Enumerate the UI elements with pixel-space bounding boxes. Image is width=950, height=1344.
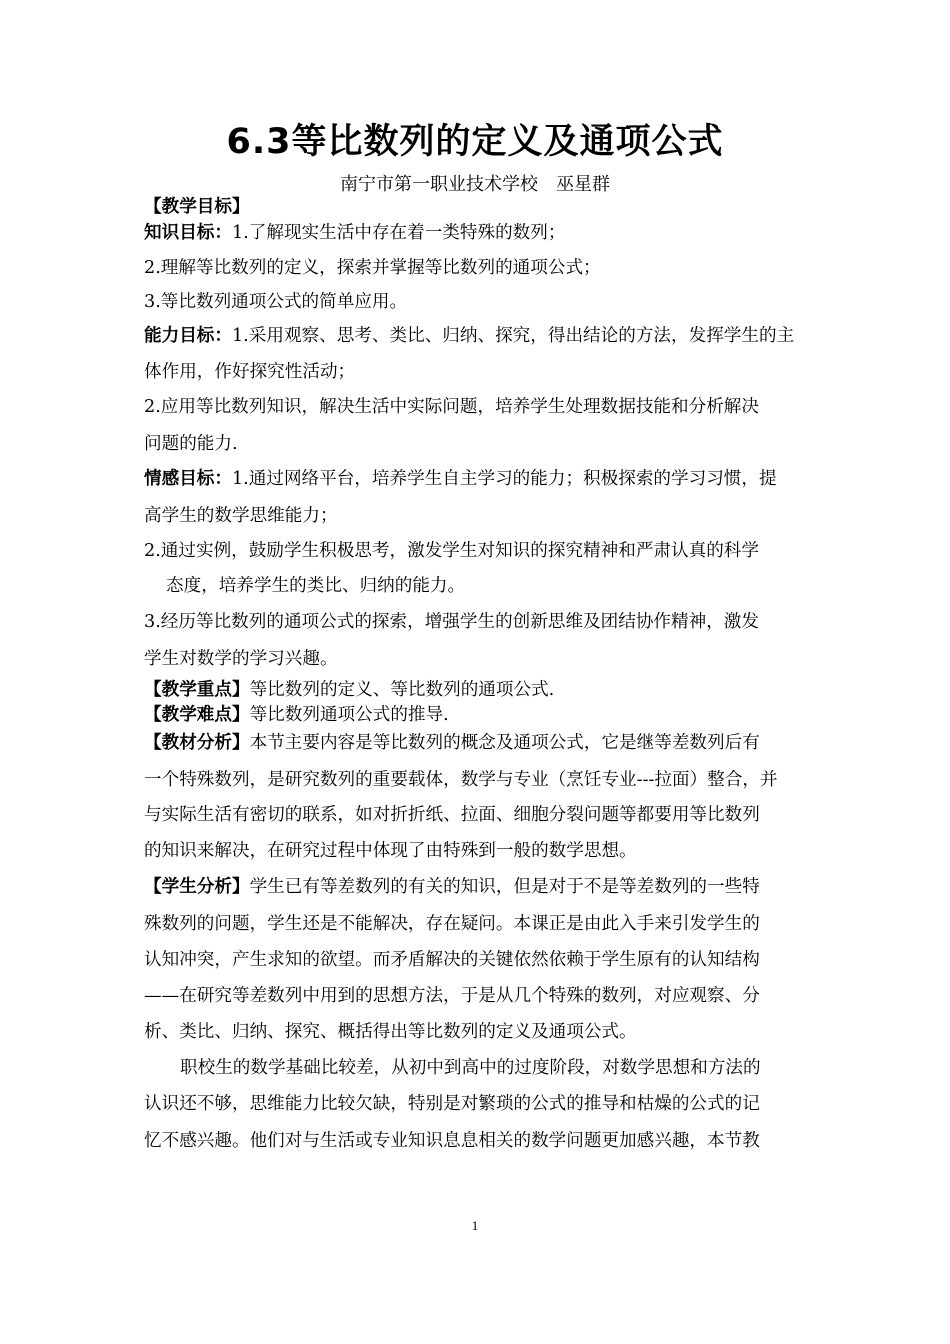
ability-goal-text: 1.采用观察、思考、类比、归纳、探究，得出结论的方法，发挥学生的主 — [231, 326, 795, 346]
knowledge-goal-line: 2.理解等比数列的定义，探索并掌握等比数列的通项公式； — [144, 258, 601, 278]
ability-goal-line: 2.应用等比数列知识，解决生活中实际问题，培养学生处理数据技能和分析解决 — [144, 397, 759, 417]
student-analysis-line: 殊数列的问题，学生还是不能解决，存在疑问。本课正是由此入手来引发学生的 — [144, 914, 760, 934]
student-analysis-line: 职校生的数学基础比较差，从初中到高中的过度阶段，对数学思想和方法的 — [180, 1058, 761, 1078]
material-analysis-line: 的知识来解决，在研究过程中体现了由特殊到一般的数学思想。 — [144, 841, 637, 861]
difficulty-label: 【教学难点】 — [144, 705, 250, 725]
difficulty-line — [144, 701, 814, 729]
material-analysis-line — [144, 729, 814, 757]
knowledge-goal-text: 1.了解现实生活中存在着一类特殊的数列； — [231, 223, 566, 243]
student-analysis-line: 忆不感兴趣。他们对与生活或专业知识息息相关的数学问题更加感兴趣，本节教 — [144, 1131, 760, 1151]
knowledge-goal-line: 3.等比数列通项公式的简单应用。 — [144, 292, 408, 312]
student-analysis-line — [144, 873, 814, 901]
emotion-goal-line: 2.通过实例，鼓励学生积极思考，激发学生对知识的探究精神和严肃认真的科学 — [144, 541, 759, 561]
ability-goal-label: 能力目标： — [144, 326, 232, 346]
material-analysis-label: 【教材分析】 — [144, 733, 250, 753]
emotion-goal-line: 学生对数学的学习兴趣。 — [144, 649, 338, 669]
objectives-header: 【教学目标】 — [144, 197, 250, 217]
emotion-goal-line: 3.经历等比数列的通项公式的探索，增强学生的创新思维及团结协作精神，激发 — [144, 612, 759, 632]
emotion-goal-text: 1.通过网络平台，培养学生自主学习的能力；积极探索的学习习惯，提 — [231, 469, 777, 489]
emotion-goal-label: 情感目标： — [144, 469, 232, 489]
page-number: 1 — [471, 1218, 479, 1233]
student-analysis-line: 认识还不够，思维能力比较欠缺，特别是对繁琐的公式的推导和枯燥的公式的记 — [144, 1094, 760, 1114]
material-analysis-line: 与实际生活有密切的联系，如对折折纸、拉面、细胞分裂问题等都要用等比数列 — [144, 805, 760, 825]
ability-goal-line: 体作用，作好探究性活动； — [144, 362, 356, 382]
key-point-text: 等比数列的定义、等比数列的通项公式. — [249, 680, 555, 700]
emotion-goal-line: 高学生的数学思维能力； — [144, 506, 338, 526]
key-point-label: 【教学重点】 — [144, 680, 250, 700]
emotion-goal-line — [144, 465, 814, 493]
material-analysis-line: 一个特殊数列，是研究数列的重要载体，数学与专业（烹饪专业---拉面）整合，并 — [144, 770, 778, 790]
author-line: 南宁市第一职业技术学校 巫星群 — [340, 174, 610, 195]
difficulty-text: 等比数列通项公式的推导. — [249, 705, 449, 725]
knowledge-goal-label: 知识目标： — [144, 223, 232, 243]
material-analysis-text: 本节主要内容是等比数列的概念及通项公式，它是继等差数列后有 — [249, 733, 760, 753]
student-analysis-text: 学生已有等差数列的有关的知识，但是对于不是等差数列的一些特 — [249, 877, 760, 897]
page-title: 6.3等比数列的定义及通项公式 — [226, 122, 724, 162]
key-point-line — [144, 676, 814, 704]
student-analysis-line: ——在研究等差数列中用到的思想方法，于是从几个特殊的数列，对应观察、分 — [144, 986, 760, 1006]
student-analysis-line: 认知冲突，产生求知的欲望。而矛盾解决的关键依然依赖于学生原有的认知结构 — [144, 950, 760, 970]
student-analysis-line: 析、类比、归纳、探究、概括得出等比数列的定义及通项公式。 — [144, 1022, 637, 1042]
student-analysis-label: 【学生分析】 — [144, 877, 250, 897]
ability-goal-line — [144, 322, 814, 350]
knowledge-goal-line — [144, 219, 814, 247]
ability-goal-line: 问题的能力. — [144, 434, 238, 454]
emotion-goal-line: 态度，培养学生的类比、归纳的能力。 — [166, 576, 466, 596]
